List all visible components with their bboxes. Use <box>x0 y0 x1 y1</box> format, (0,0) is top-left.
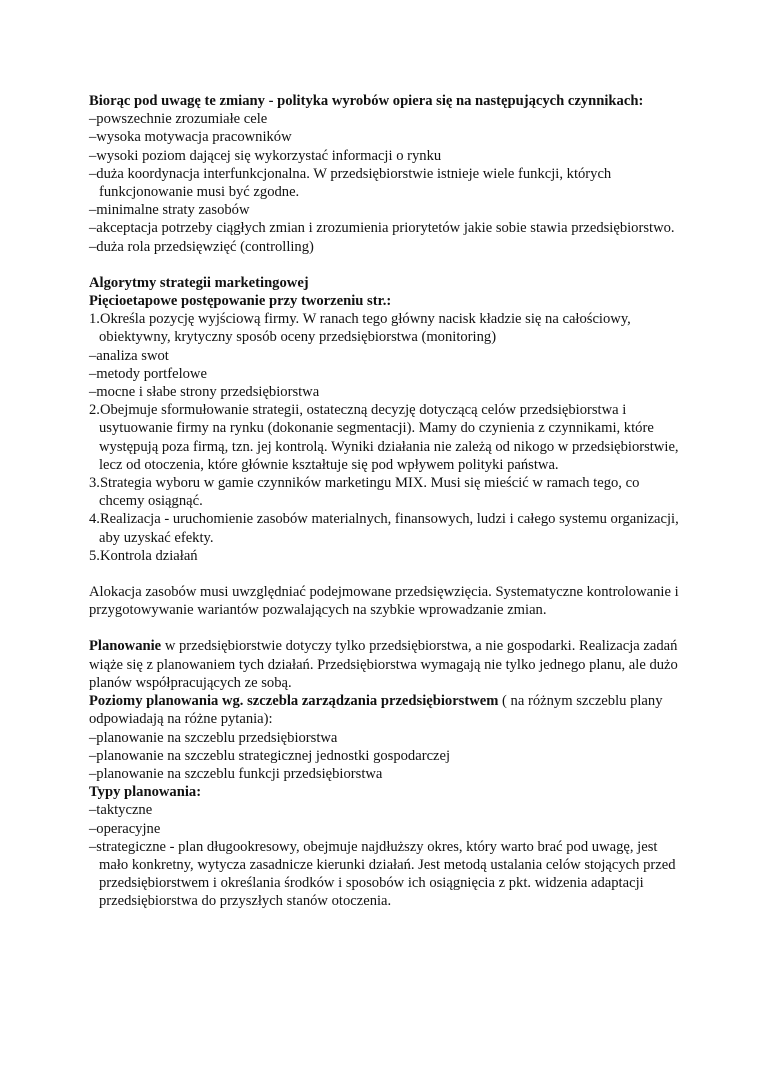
list-item: –wysoki poziom dającej się wykorzystać informacji o rynku <box>89 147 442 164</box>
list-item: –planowanie na szczeblu funkcji przedsiębiorstwa <box>89 765 383 782</box>
list-item: –duża rola przedsięwzięć (controlling) <box>89 238 314 255</box>
spacer <box>89 256 679 274</box>
section-subheading-five-stages: Pięcioetapowe postępowanie przy tworzeniu str.: <box>89 293 392 310</box>
list-item: –wysoka motywacja pracowników <box>89 129 292 146</box>
planning-paragraph <box>89 637 679 692</box>
list-item: 4.Realizacja - uruchomienie zasobów materialnych, finansowych, ludzi i całego systemu organizacji, aby uzyskać efekty. <box>89 511 679 546</box>
list-item: –planowanie na szczeblu przedsiębiorstwa <box>89 729 338 746</box>
list-item: –operacyjne <box>89 820 161 837</box>
list-item: –analiza swot <box>89 347 169 364</box>
list-item: –strategiczne - plan długookresowy, obejmuje najdłuższy okres, który warto brać pod uwagę, jest mało konkretny, wytycza zasadnicze kierunki działań. Jest metodą ustalania celów stojących przed przedsiębiorstwem i określania środków i sposobów ich osiągnięcia z pkt. widzenia adaptacji przedsiębiorstwa do przyszłych stanów otoczenia. <box>89 838 676 910</box>
list-item: –mocne i słabe strony przedsiębiorstwa <box>89 384 320 401</box>
list-item: –powszechnie zrozumiałe cele <box>89 111 268 128</box>
planning-levels-term: Poziomy planowania wg. szczebla zarządzania przedsiębiorstwem <box>89 693 499 710</box>
list-item: –akceptacja potrzeby ciągłych zmian i zrozumienia priorytetów jakie sobie stawia przedsiębiorstwo. <box>89 220 675 237</box>
planning-types-list <box>89 801 679 910</box>
list-item: –planowanie na szczeblu strategicznej jednostki gospodarczej <box>89 747 451 764</box>
planning-levels-list <box>89 729 679 784</box>
document-content <box>89 92 679 911</box>
section-heading-algorithms: Algorytmy strategii marketingowej <box>89 274 309 291</box>
factors-list <box>89 110 679 256</box>
list-item: –metody portfelowe <box>89 365 207 382</box>
stages-list <box>89 310 679 565</box>
spacer <box>89 565 679 583</box>
list-item: –taktyczne <box>89 802 153 819</box>
planning-types-heading: Typy planowania: <box>89 784 202 801</box>
section-heading-factors: Biorąc pod uwagę te zmiany - polityka wyrobów opiera się na następujących czynnikach: <box>89 93 644 109</box>
planning-levels-paragraph <box>89 692 679 728</box>
list-item: –duża koordynacja interfunkcjonalna. W przedsiębiorstwie istnieje wiele funkcji, których funkcjonowanie musi być zgodne. <box>89 165 612 201</box>
list-item: –minimalne straty zasobów <box>89 202 250 219</box>
planning-term: Planowanie <box>89 638 162 655</box>
list-item: 3.Strategia wyboru w gamie czynników marketingu MIX. Musi się mieścić w ramach tego, co chcemy osiągnąć. <box>89 475 640 510</box>
spacer <box>89 619 679 637</box>
list-item: 1.Określa pozycję wyjściową firmy. W ranach tego główny nacisk kładzie się na całościowy, obiektywny, krytyczny sposób oceny przedsiębiorstwa (monitoring) <box>89 311 631 346</box>
list-item: 2.Obejmuje sformułowanie strategii, ostateczną decyzję dotyczącą celów przedsiębiorstwa i usytuowanie firmy na rynku (dokonanie segmentacji). Mamy do czynienia z czynnikami, które występują poza firmą, tzn. jej kontrolą. Wyniki działania nie zależą od nikogo w przedsiębiorstwie, lecz od otoczenia, które głównie kształtuje się pod wpływem polityki państwa. <box>89 402 679 473</box>
allocation-paragraph: Alokacja zasobów musi uwzględniać podejmowane przedsięwzięcia. Systematyczne kontrolowanie i przygotowywanie wariantów pozwalających na szybkie wprowadzanie zmian. <box>89 584 679 619</box>
planning-text: w przedsiębiorstwie dotyczy tylko przedsiębiorstwa, a nie gospodarki. Realizacja zadań wiąże się z planowaniem tych działań. Przedsiębiorstwa wymagają nie tylko jednego planu, ale dużo planów współpracujących ze sobą. <box>89 638 678 691</box>
list-item: 5.Kontrola działań <box>89 547 198 564</box>
planning-levels-text: ( na różnym szczeblu plany odpowiadają na różne pytania): <box>89 693 663 728</box>
